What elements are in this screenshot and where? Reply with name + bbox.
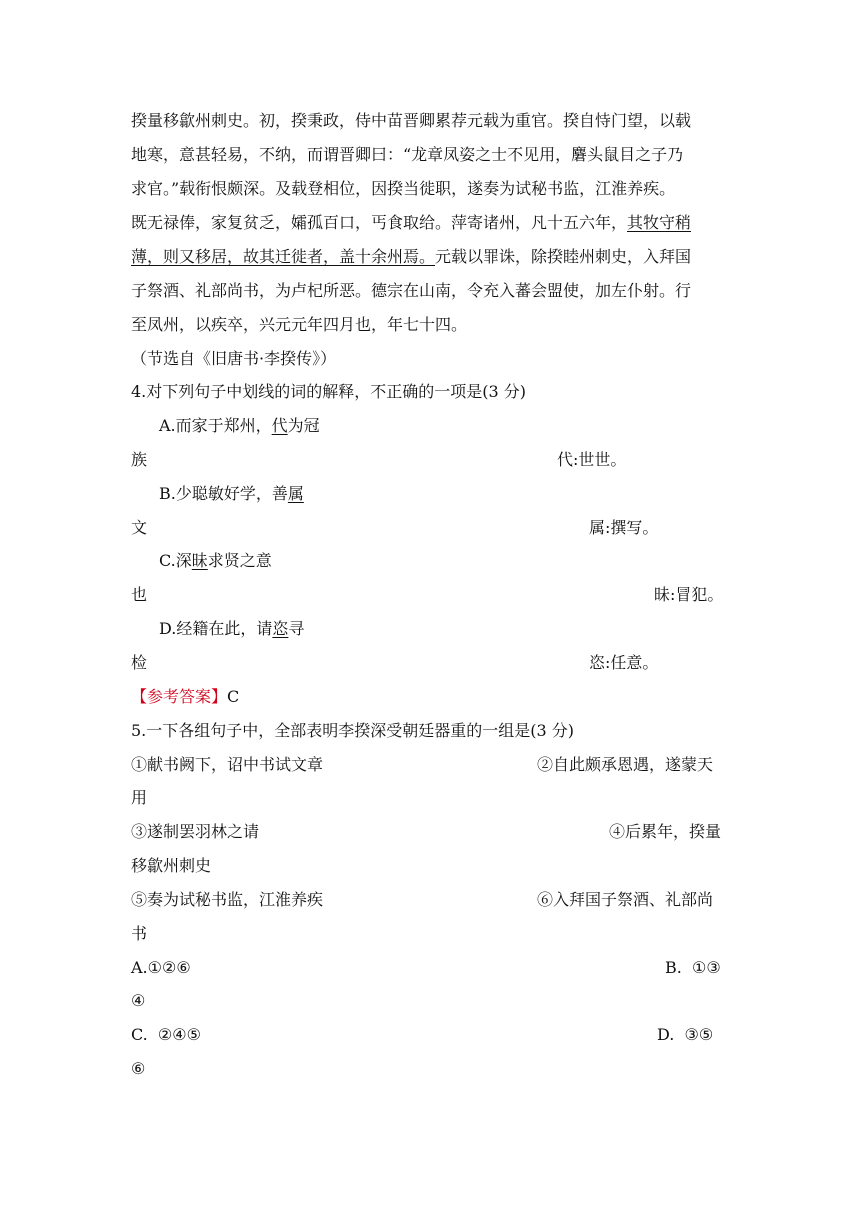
underlined-phrase-b: 薄，则又移居，故其迁徙者，盖十余州焉。	[131, 247, 436, 266]
q5-item-3: ③遂制罢羽林之请	[131, 822, 260, 841]
q4-d-word: 恣	[272, 619, 289, 638]
q5-item-4-wrap: 移歙州刺史	[131, 856, 212, 875]
passage-line-5	[131, 247, 691, 267]
q5-item-6: ⑥入拜国子祭酒、礼部尚	[537, 890, 714, 909]
q4-d-wrap: 检	[131, 653, 148, 672]
answer-label: 【参考答案】	[131, 687, 228, 706]
passage-line-2: 地寒，意甚轻易，不纳，而谓晋卿曰：“龙章凤姿之士不见用，麏头鼠目之子乃	[131, 145, 684, 164]
q4-answer	[131, 687, 239, 707]
q4-option-b	[159, 484, 304, 504]
q4-c-explanation: 昧:冒犯。	[654, 585, 724, 604]
q4-d-post: 寻	[288, 619, 305, 638]
q5-item-5: ⑤奏为试秘书监，江淮养疾	[131, 890, 324, 909]
answer-value: C	[227, 687, 240, 706]
q4-c-wrap: 也	[131, 585, 148, 604]
q5-stem: 5.一下各组句子中，全部表明李揆深受朝廷器重的一组是(3 分)	[131, 721, 575, 740]
q4-c-word: 昧	[191, 551, 208, 570]
q4-a-post: 为冠	[287, 416, 320, 435]
q5-choice-d-wrap: ⑥	[131, 1059, 146, 1078]
q4-a-explanation: 代:世世。	[557, 450, 627, 469]
q5-item-4: ④后累年，揆量	[609, 822, 722, 841]
passage-source: （节选自《旧唐书·李揆传》）	[131, 349, 337, 368]
q4-a-pre: A.而家于郑州，	[159, 416, 272, 435]
passage-line-6: 子祭酒、礼部尚书，为卢杞所恶。德宗在山南，令充入蕃会盟使，加左仆射。行	[131, 281, 692, 300]
q5-item-6-wrap: 书	[131, 924, 148, 943]
q5-choice-c: C. ②④⑤	[131, 1025, 201, 1044]
q4-b-word: 属	[287, 484, 304, 503]
q4-a-wrap: 族	[131, 450, 148, 469]
q4-a-word: 代	[271, 416, 288, 435]
q4-option-a	[159, 416, 320, 436]
passage-line-4-text: 既无禄俸，家复贫乏，孀孤百口，丐食取给。萍寄诸州，凡十五六年，	[131, 213, 628, 232]
q5-item-2-wrap: 用	[131, 788, 148, 807]
passage-line-5-rest: 元载以罪诛，除揆睦州刺史，入拜国	[435, 247, 692, 266]
q5-choice-b: B. ①③	[665, 958, 721, 977]
q4-option-d	[159, 619, 304, 639]
q4-stem: 4.对下列句子中划线的词的解释，不正确的一项是(3 分)	[131, 382, 527, 401]
q4-d-pre: D.经籍在此，请	[159, 619, 273, 638]
q5-item-2: ②自此颇承恩遇，遂蒙天	[537, 755, 714, 774]
q4-b-explanation: 属:撰写。	[589, 518, 659, 537]
passage-line-7: 至凤州，以疾卒，兴元元年四月也，年七十四。	[131, 315, 468, 334]
q4-b-pre: B.少聪敏好学，善	[159, 484, 288, 503]
passage-line-1: 揆量移歙州刺史。初，揆秉政，侍中苗晋卿累荐元载为重官。揆自恃门望，以载	[131, 111, 692, 130]
q4-option-c	[159, 551, 272, 571]
q4-c-pre: C.深	[159, 551, 192, 570]
underlined-phrase-a: 其牧守稍	[627, 213, 692, 232]
q4-d-explanation: 恣:任意。	[589, 653, 659, 672]
q4-c-post: 求贤之意	[207, 551, 272, 570]
passage-line-3: 求官。”载衔恨颇深。及载登相位，因揆当徙职，遂奏为试秘书监，江淮养疾。	[131, 179, 676, 198]
q5-choice-a: A.①②⑥	[131, 958, 191, 977]
q5-choice-b-wrap: ④	[131, 991, 146, 1010]
q5-item-1: ①献书阙下，诏中书试文章	[131, 755, 324, 774]
q5-choice-d: D. ③⑤	[657, 1025, 714, 1044]
passage-line-4	[131, 213, 691, 233]
q4-b-wrap: 文	[131, 518, 148, 537]
